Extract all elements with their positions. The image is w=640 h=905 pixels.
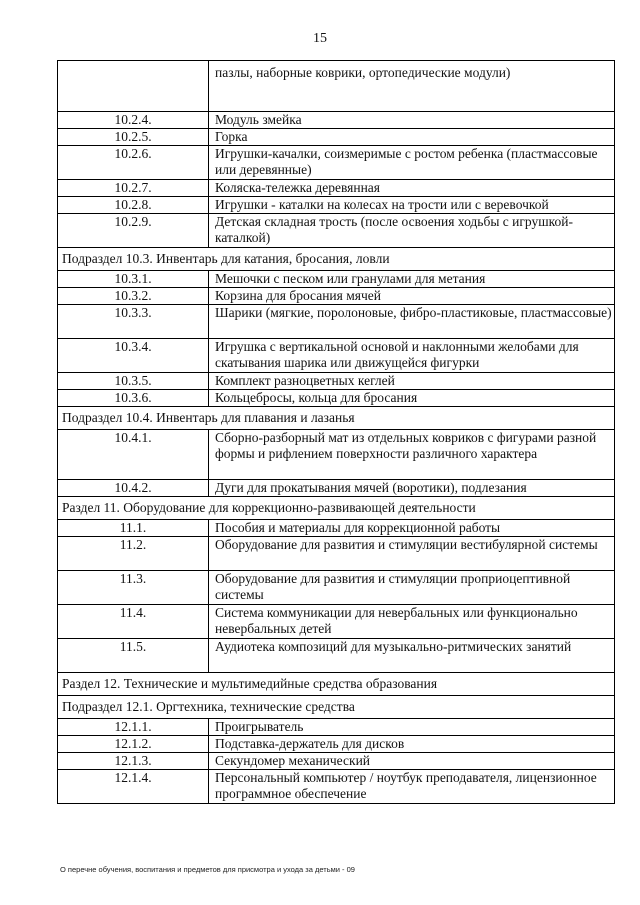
table-row	[58, 480, 615, 497]
section-heading: Раздел 11. Оборудование для коррекционно-развивающей деятельности	[58, 497, 615, 520]
item-code: 11.2.	[58, 537, 209, 571]
table-row	[58, 271, 615, 288]
item-code: 10.2.7.	[58, 180, 209, 197]
subsection-heading: Подраздел 12.1. Оргтехника, технические средства	[58, 696, 615, 719]
table-row	[58, 339, 615, 373]
table-row	[58, 571, 615, 605]
table-row	[58, 770, 615, 804]
table-row	[58, 719, 615, 736]
item-code: 10.3.1.	[58, 271, 209, 288]
item-description: пазлы, наборные коврики, ортопедические модули)	[209, 61, 615, 112]
item-description: Модуль змейка	[209, 112, 615, 129]
item-code: 12.1.2.	[58, 736, 209, 753]
page-number: 15	[313, 31, 327, 46]
subsection-heading: Подраздел 10.3. Инвентарь для катания, бросания, ловли	[58, 248, 615, 271]
subsection-row	[58, 248, 615, 271]
item-description: Мешочки с песком или гранулами для метания	[209, 271, 615, 288]
item-code: 12.1.4.	[58, 770, 209, 804]
table-row	[58, 146, 615, 180]
item-description: Секундомер механический	[209, 753, 615, 770]
table-row	[58, 112, 615, 129]
table-row	[58, 180, 615, 197]
item-description: Шарики (мягкие, поролоновые, фибро-пластиковые, пластмассовые)	[209, 305, 615, 339]
table-row	[58, 537, 615, 571]
item-code: 10.2.4.	[58, 112, 209, 129]
item-description: Система коммуникации для невербальных или функционально невербальных детей	[209, 605, 615, 639]
item-code: 10.2.5.	[58, 129, 209, 146]
item-description: Дуги для прокатывания мячей (воротики), подлезания	[209, 480, 615, 497]
subsection-row	[58, 696, 615, 719]
item-description: Коляска-тележка деревянная	[209, 180, 615, 197]
item-code: 11.3.	[58, 571, 209, 605]
table-row	[58, 639, 615, 673]
table-row	[58, 520, 615, 537]
item-code: 10.3.6.	[58, 390, 209, 407]
item-description: Оборудование для развития и стимуляции проприоцептивной системы	[209, 571, 615, 605]
section-heading: Раздел 12. Технические и мультимедийные средства образования	[58, 673, 615, 696]
table-row	[58, 214, 615, 248]
table-row	[58, 736, 615, 753]
table-row	[58, 390, 615, 407]
table-row	[58, 605, 615, 639]
item-description: Кольцебросы, кольца для бросания	[209, 390, 615, 407]
item-description: Горка	[209, 129, 615, 146]
table-row	[58, 197, 615, 214]
table-row	[58, 430, 615, 480]
item-code: 10.2.6.	[58, 146, 209, 180]
table-row	[58, 288, 615, 305]
section-row	[58, 673, 615, 696]
item-code: 10.4.1.	[58, 430, 209, 480]
item-code	[58, 61, 209, 112]
item-description: Комплект разноцветных кеглей	[209, 373, 615, 390]
table-row	[58, 373, 615, 390]
table-row	[58, 753, 615, 770]
item-code: 11.1.	[58, 520, 209, 537]
item-code: 10.3.4.	[58, 339, 209, 373]
item-code: 12.1.3.	[58, 753, 209, 770]
item-code: 10.2.9.	[58, 214, 209, 248]
item-description: Детская складная трость (после освоения ходьбы с игрушкой-каталкой)	[209, 214, 615, 248]
item-description: Проигрыватель	[209, 719, 615, 736]
item-code: 10.3.2.	[58, 288, 209, 305]
subsection-heading: Подраздел 10.4. Инвентарь для плавания и лазанья	[58, 407, 615, 430]
item-description: Игрушки-качалки, соизмеримые с ростом ребенка (пластмассовые или деревянные)	[209, 146, 615, 180]
table-row	[58, 305, 615, 339]
item-code: 11.4.	[58, 605, 209, 639]
item-description: Подставка-держатель для дисков	[209, 736, 615, 753]
item-description: Пособия и материалы для коррекционной работы	[209, 520, 615, 537]
item-description: Корзина для бросания мячей	[209, 288, 615, 305]
item-code: 10.3.5.	[58, 373, 209, 390]
table-row	[58, 61, 615, 112]
item-code: 12.1.1.	[58, 719, 209, 736]
item-code: 10.4.2.	[58, 480, 209, 497]
item-description: Оборудование для развития и стимуляции вестибулярной системы	[209, 537, 615, 571]
item-code: 10.2.8.	[58, 197, 209, 214]
subsection-row	[58, 407, 615, 430]
section-row	[58, 497, 615, 520]
item-description: Игрушка с вертикальной основой и наклонными желобами для скатывания шарика или движущейся фигурки	[209, 339, 615, 373]
item-code: 11.5.	[58, 639, 209, 673]
item-code: 10.3.3.	[58, 305, 209, 339]
table-row	[58, 129, 615, 146]
item-description: Персональный компьютер / ноутбук преподавателя, лицензионное программное обеспечение	[209, 770, 615, 804]
item-description: Игрушки - каталки на колесах на трости или с веревочкой	[209, 197, 615, 214]
item-description: Аудиотека композиций для музыкально-ритмических занятий	[209, 639, 615, 673]
page-footer: О перечне обучения, воспитания и предметов для присмотра и ухода за детьми - 09	[60, 865, 355, 874]
item-description: Сборно-разборный мат из отдельных ковриков с фигурами разной формы и рифлением поверхности различного характера	[209, 430, 615, 480]
equipment-table	[57, 60, 615, 804]
